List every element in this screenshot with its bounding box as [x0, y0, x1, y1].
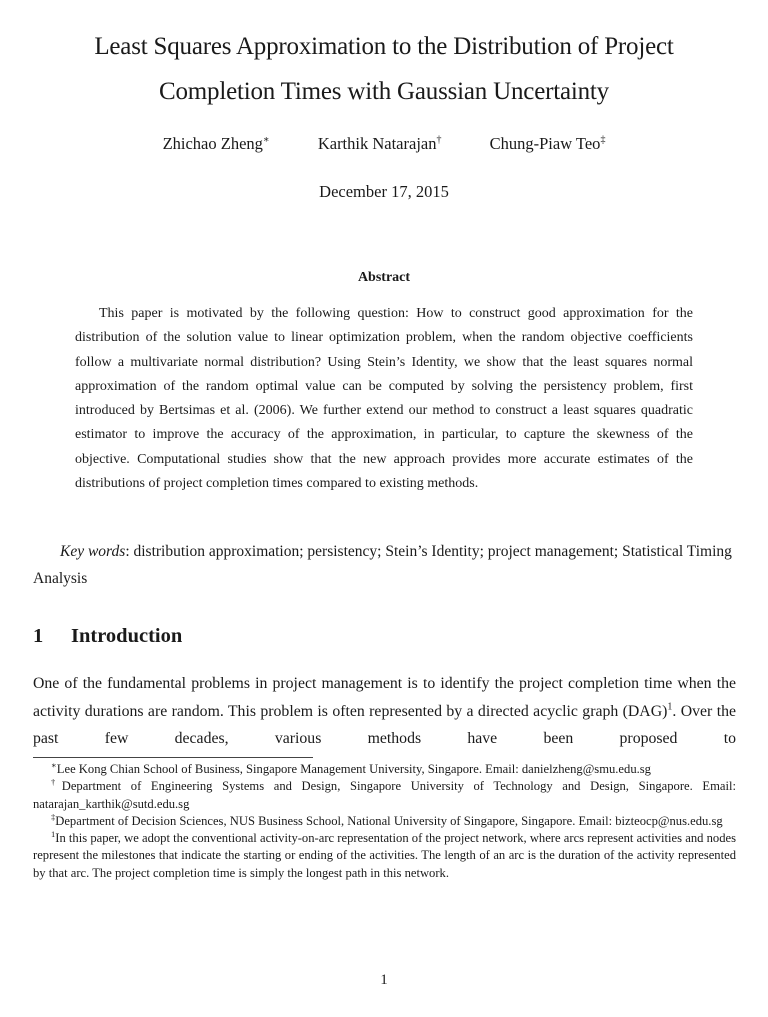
- paper-title-line-2: Completion Times with Gaussian Uncertainty: [159, 78, 609, 105]
- keywords: [33, 538, 736, 592]
- footnote-divider: [33, 757, 313, 758]
- author: Chung-Piaw Teo‡: [489, 134, 606, 153]
- footnotes: [33, 761, 736, 882]
- footnote-reference[interactable]: 1: [667, 701, 673, 713]
- author-list: [0, 134, 768, 154]
- footnote: $^1$In this paper, we adopt the conventional activity-on-arc representation of the project network, where arcs represent activities and nodes represent the milestones that indicate the starting or ending of the activities. The length of an arc is the duration of the activity represented by that arc. The project completion time is simply the longest path in this network.: [33, 829, 736, 880]
- section-heading: [33, 621, 182, 651]
- paper-title-line-1: Least Squares Approximation to the Distribution of Project: [94, 33, 674, 60]
- abstract-text: This paper is motivated by the following question: How to construct good approximation for the distribution of the solution value to linear optimization problem, when the random objective coefficients follow a multivariate normal distribution? Using Stein’s Identity, we show that the least squares normal approximation of the random optimal value can be computed by solving the persistency problem, first introduced by Bertsimas et al. (2006). We further extend our method to construct a least squares quadratic estimator to improve the accuracy of the approximation, in particular, to capture the skewness of the objective. Computational studies show that the new approach provides more accurate estimates of the distributions of project completion times compared to existing methods.: [75, 306, 693, 492]
- author-footnote-mark[interactable]: †: [436, 134, 442, 146]
- footnote: ‡Department of Decision Sciences, NUS Business School, National University of Singapore, Singapore. Email: bizteocp@nus.edu.sg: [51, 811, 723, 828]
- section-title: Introduction: [71, 625, 183, 647]
- author: Zhichao Zheng∗: [162, 134, 270, 153]
- introduction-paragraph: One of the fundamental problems in project management is to identify the project completion time when the activity durations are random. This problem is often represented by a directed acyclic graph (DAG)$^1$. Over the past few decades, various methods have been proposed to: [33, 675, 736, 748]
- abstract-heading: Abstract: [357, 270, 411, 285]
- page-number: 1: [380, 972, 388, 988]
- author: Karthik Natarajan†: [317, 134, 442, 153]
- section-number: 1: [33, 625, 44, 647]
- footnote: †Department of Engineering Systems and Design, Singapore University of Technology and Design, Singapore. Email: natarajan_karthik@sutd.edu.sg: [33, 777, 736, 811]
- abstract-body: [75, 302, 693, 496]
- paper-title: [0, 24, 768, 114]
- keywords-text: : distribution approximation; persistency; Stein’s Identity; project management; Statistical Timing Analysis: [33, 543, 732, 587]
- keywords-label: Key words: [60, 543, 126, 560]
- footnote: ∗Lee Kong Chian School of Business, Singapore Management University, Singapore. Email: danielzheng@smu.edu.sg: [51, 759, 651, 776]
- publication-date: December 17, 2015: [319, 182, 449, 201]
- author-footnote-mark[interactable]: ‡: [600, 134, 606, 146]
- author-footnote-mark[interactable]: ∗: [262, 134, 270, 146]
